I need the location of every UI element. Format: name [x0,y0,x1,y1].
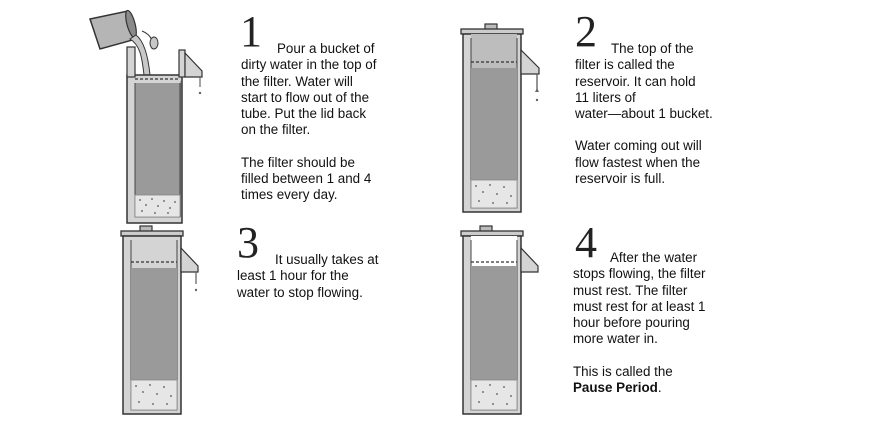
step-description: Pour a bucket of dirty water in the top of the filter. Water will start to flow out of the tube. Put the lid back on the filter. The filter should be filled between 1 and 4 times every day. [241,41,377,203]
filter-full-illustration [455,20,555,215]
step-description: It usually takes at least 1 hour for the water to stop flowing. [237,252,379,300]
step-number: 4 [575,218,597,267]
filter-pouring-illustration [80,5,220,230]
step-description: After the water stops flowing, the filter must rest. The filter must rest for at least 1 hour before pouring more water in. This is called the Pause Period. [573,250,706,396]
step-number: 1 [240,7,262,56]
step-number: 2 [575,7,597,56]
bucket-icon [90,9,138,49]
pause-period-term: Pause Period [573,380,658,396]
filter-resting-illustration [458,222,558,417]
step-description: The top of the filter is called the reservoir. It can hold 11 liters of water—about 1 bucket. Water coming out will flow fastest when the reservoir is full. [575,41,713,187]
step-number: 3 [237,218,259,267]
filter-flowing-illustration [118,222,218,417]
